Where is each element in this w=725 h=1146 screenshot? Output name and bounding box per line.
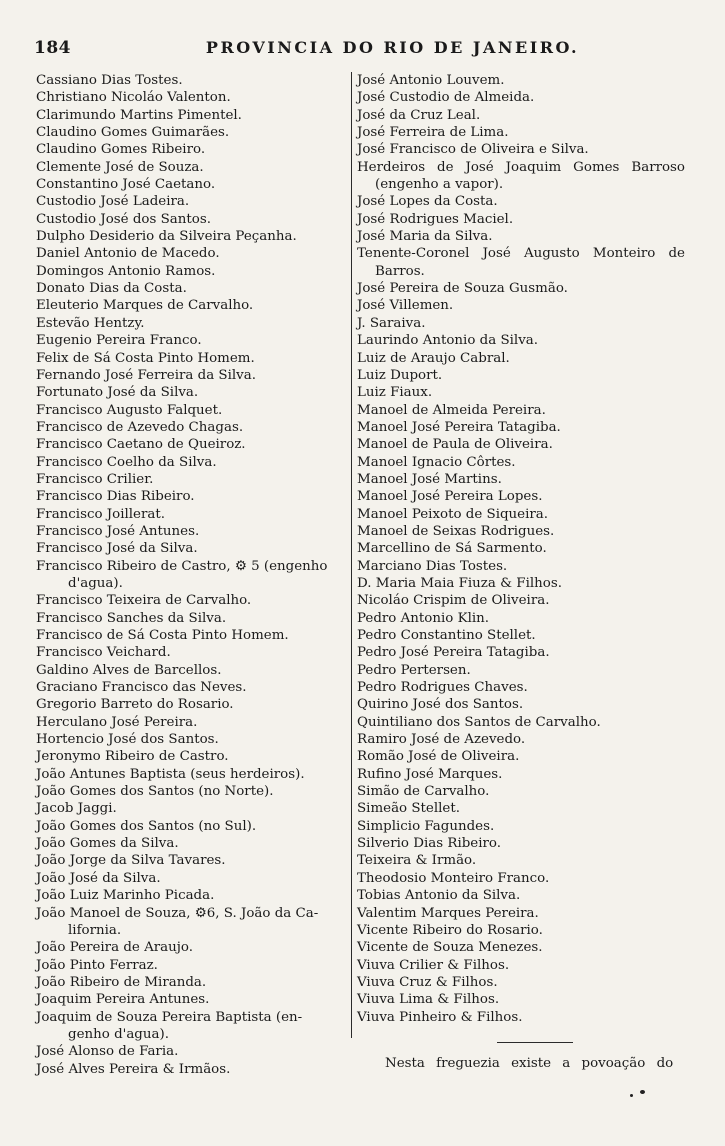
list-entry: Estevão Hentzy. (36, 315, 145, 331)
list-entry: José Pereira de Souza Gusmão. (357, 281, 568, 297)
list-entry: Francisco Veichard. (36, 645, 171, 661)
list-entry: Valentim Marques Pereira. (357, 905, 539, 921)
list-entry: Francisco Coelho da Silva. (36, 454, 217, 470)
list-entry: Clarimundo Martins Pimentel. (36, 107, 242, 123)
list-entry: Vicente Ribeiro do Rosario. (357, 922, 543, 938)
list-entry: Manoel José Pereira Lopes. (357, 489, 543, 505)
list-entry: Theodosio Monteiro Franco. (357, 870, 550, 886)
list-entry: Pedro Pertersen. (357, 662, 471, 678)
list-entry: Simplicio Fagundes. (357, 818, 495, 834)
list-entry: Laurindo Antonio da Silva. (357, 333, 539, 349)
list-entry: Viuva Lima & Filhos. (357, 992, 500, 1008)
list-entry: José Custodio de Almeida. (357, 90, 535, 106)
list-entry: José Alonso de Faria. (36, 1044, 179, 1060)
list-entry: Eleuterio Marques de Carvalho. (36, 298, 254, 314)
list-entry: João Antunes Baptista (seus herdeiros). (36, 766, 305, 782)
list-entry: Vicente de Souza Menezes. (357, 940, 543, 956)
list-entry: José da Cruz Leal. (357, 107, 481, 123)
list-entry: Francisco Joillerat. (36, 506, 165, 522)
list-entry: João Jorge da Silva Tavares. (36, 853, 226, 869)
list-entry: Manoel José Martins. (357, 471, 502, 487)
list-entry: Custodio José dos Santos. (36, 211, 211, 227)
list-entry: Eugenio Pereira Franco. (36, 333, 202, 349)
list-entry: Simeão Stellet. (357, 801, 460, 817)
list-entry: Claudino Gomes Guimarães. (36, 125, 230, 141)
list-entry: Pedro Antonio Klin. (357, 610, 490, 626)
list-entry: Domingos Antonio Ramos. (36, 263, 216, 279)
list-entry: João Ribeiro de Miranda. (36, 974, 207, 990)
list-entry: lifornia. (68, 922, 122, 938)
list-entry: Tobias Antonio da Silva. (357, 888, 521, 904)
list-entry: João Manoel de Souza, ⚙6, S. João da Ca- (36, 905, 319, 921)
list-entry: José Rodrigues Maciel. (357, 211, 514, 227)
list-entry: Francisco José da Silva. (36, 541, 198, 557)
list-entry: Manoel José Pereira Tatagiba. (357, 419, 561, 435)
list-entry: Herdeiros de José Joaquim Gomes Barroso (engenho a vapor). (357, 159, 685, 193)
list-entry: Fernando José Ferreira da Silva. (36, 367, 256, 383)
list-entry: Dulpho Desiderio da Silveira Peçanha. (36, 229, 297, 245)
list-entry: Francisco Crilier. (36, 471, 154, 487)
closing-note: Nesta freguezia existe a povoação do (385, 1055, 674, 1071)
list-entry: João Pereira de Araujo. (36, 940, 193, 956)
list-entry: Quintiliano dos Santos de Carvalho. (357, 714, 601, 730)
list-entry: Simão de Carvalho. (357, 784, 490, 800)
ink-speck (640, 1090, 645, 1094)
list-entry: Rufino José Marques. (357, 766, 503, 782)
list-entry: D. Maria Maia Fiuza & Filhos. (357, 575, 562, 591)
list-entry: Luiz de Araujo Cabral. (357, 350, 510, 366)
list-entry: José Villemen. (357, 298, 454, 314)
list-entry: Cassiano Dias Tostes. (36, 73, 183, 88)
list-entry: Herculano José Pereira. (36, 714, 198, 730)
right-column (357, 72, 685, 1072)
list-entry: Galdino Alves de Barcellos. (36, 662, 222, 678)
list-entry: Francisco Dias Ribeiro. (36, 489, 195, 505)
list-entry: Clemente José de Souza. (36, 159, 204, 175)
list-entry: Pedro Rodrigues Chaves. (357, 680, 528, 696)
list-entry: Manoel Ignacio Côrtes. (357, 454, 516, 470)
list-entry: Luiz Duport. (357, 367, 443, 383)
list-entry: Felix de Sá Costa Pinto Homem. (36, 350, 255, 366)
section-rule (497, 1042, 573, 1043)
list-entry: João Gomes dos Santos (no Norte). (36, 784, 274, 800)
list-entry: Jeronymo Ribeiro de Castro. (36, 749, 229, 765)
list-entry: Hortencio José dos Santos. (36, 732, 219, 748)
list-entry: Pedro José Pereira Tatagiba. (357, 645, 550, 661)
list-entry: Custodio José Ladeira. (36, 194, 190, 210)
list-entry: Francisco Caetano de Queiroz. (36, 437, 246, 453)
column-divider (351, 72, 352, 1038)
list-entry: J. Saraiva. (357, 315, 426, 331)
list-entry: Ramiro José de Azevedo. (357, 732, 526, 748)
list-entry: José Ferreira de Lima. (357, 125, 509, 141)
list-entry: João Pinto Ferraz. (36, 957, 158, 973)
list-entry: Francisco de Azevedo Chagas. (36, 419, 244, 435)
list-entry: Donato Dias da Costa. (36, 281, 187, 297)
list-entry: Christiano Nicoláo Valenton. (36, 90, 231, 106)
list-entry: Claudino Gomes Ribeiro. (36, 142, 206, 158)
list-entry: Marcellino de Sá Sarmento. (357, 541, 547, 557)
list-entry: José Antonio Louvem. (357, 73, 505, 88)
list-entry: Manoel de Paula de Oliveira. (357, 437, 553, 453)
list-entry: Manoel de Almeida Pereira. (357, 402, 546, 418)
list-entry: Manoel Peixoto de Siqueira. (357, 506, 549, 522)
list-entry: Viuva Crilier & Filhos. (357, 957, 510, 973)
list-entry: Silverio Dias Ribeiro. (357, 836, 501, 852)
list-entry: Constantino José Caetano. (36, 177, 216, 193)
list-entry: José Maria da Silva. (357, 229, 493, 245)
right-column-list (357, 72, 685, 1026)
page-number: 184 (34, 38, 71, 58)
list-entry: Francisco José Antunes. (36, 523, 200, 539)
list-entry: Tenente-Coronel José Augusto Monteiro de Barros. (357, 246, 685, 279)
ink-speck (630, 1094, 633, 1097)
list-entry: Gregorio Barreto do Rosario. (36, 697, 234, 713)
list-entry: João Luiz Marinho Picada. (36, 888, 215, 904)
list-entry: Daniel Antonio de Macedo. (36, 246, 220, 262)
list-entry: Manoel de Seixas Rodrigues. (357, 523, 555, 539)
list-entry: Francisco de Sá Costa Pinto Homem. (36, 628, 289, 643)
list-entry: Joaquim Pereira Antunes. (36, 992, 210, 1008)
list-entry: Francisco Teixeira de Carvalho. (36, 593, 252, 609)
list-entry: genho d'agua). (68, 1026, 169, 1042)
list-entry: Luiz Fiaux. (357, 385, 433, 401)
list-entry: Graciano Francisco das Neves. (36, 680, 247, 696)
list-entry: José Alves Pereira & Irmãos. (36, 1061, 231, 1077)
list-entry: João Gomes dos Santos (no Sul). (36, 818, 257, 834)
list-entry: Nicoláo Crispim de Oliveira. (357, 593, 550, 609)
list-entry: Francisco Augusto Falquet. (36, 402, 223, 418)
list-entry: Teixeira & Irmão. (357, 853, 477, 869)
list-entry: Romão José de Oliveira. (357, 749, 520, 765)
list-entry: José Francisco de Oliveira e Silva. (357, 142, 589, 158)
list-entry: Fortunato José da Silva. (36, 385, 199, 401)
list-entry: Francisco Sanches da Silva. (36, 610, 227, 626)
list-entry: Viuva Cruz & Filhos. (357, 974, 498, 990)
list-entry: Quirino José dos Santos. (357, 697, 524, 713)
list-entry: d'agua). (68, 575, 123, 591)
list-entry: Marciano Dias Tostes. (357, 558, 508, 574)
page-title: PROVINCIA DO RIO DE JANEIRO. (205, 38, 580, 57)
list-entry: José Lopes da Costa. (357, 194, 498, 210)
list-entry: João José da Silva. (36, 870, 161, 886)
left-column-list (36, 72, 348, 1078)
list-entry: João Gomes da Silva. (36, 836, 179, 852)
list-entry: Jacob Jaggi. (36, 801, 117, 817)
list-entry: Viuva Pinheiro & Filhos. (357, 1009, 523, 1025)
list-entry: Francisco Ribeiro de Castro, ⚙ 5 (engenho (36, 558, 328, 574)
list-entry: Joaquim de Souza Pereira Baptista (en- (36, 1009, 303, 1025)
list-entry: Pedro Constantino Stellet. (357, 628, 536, 643)
